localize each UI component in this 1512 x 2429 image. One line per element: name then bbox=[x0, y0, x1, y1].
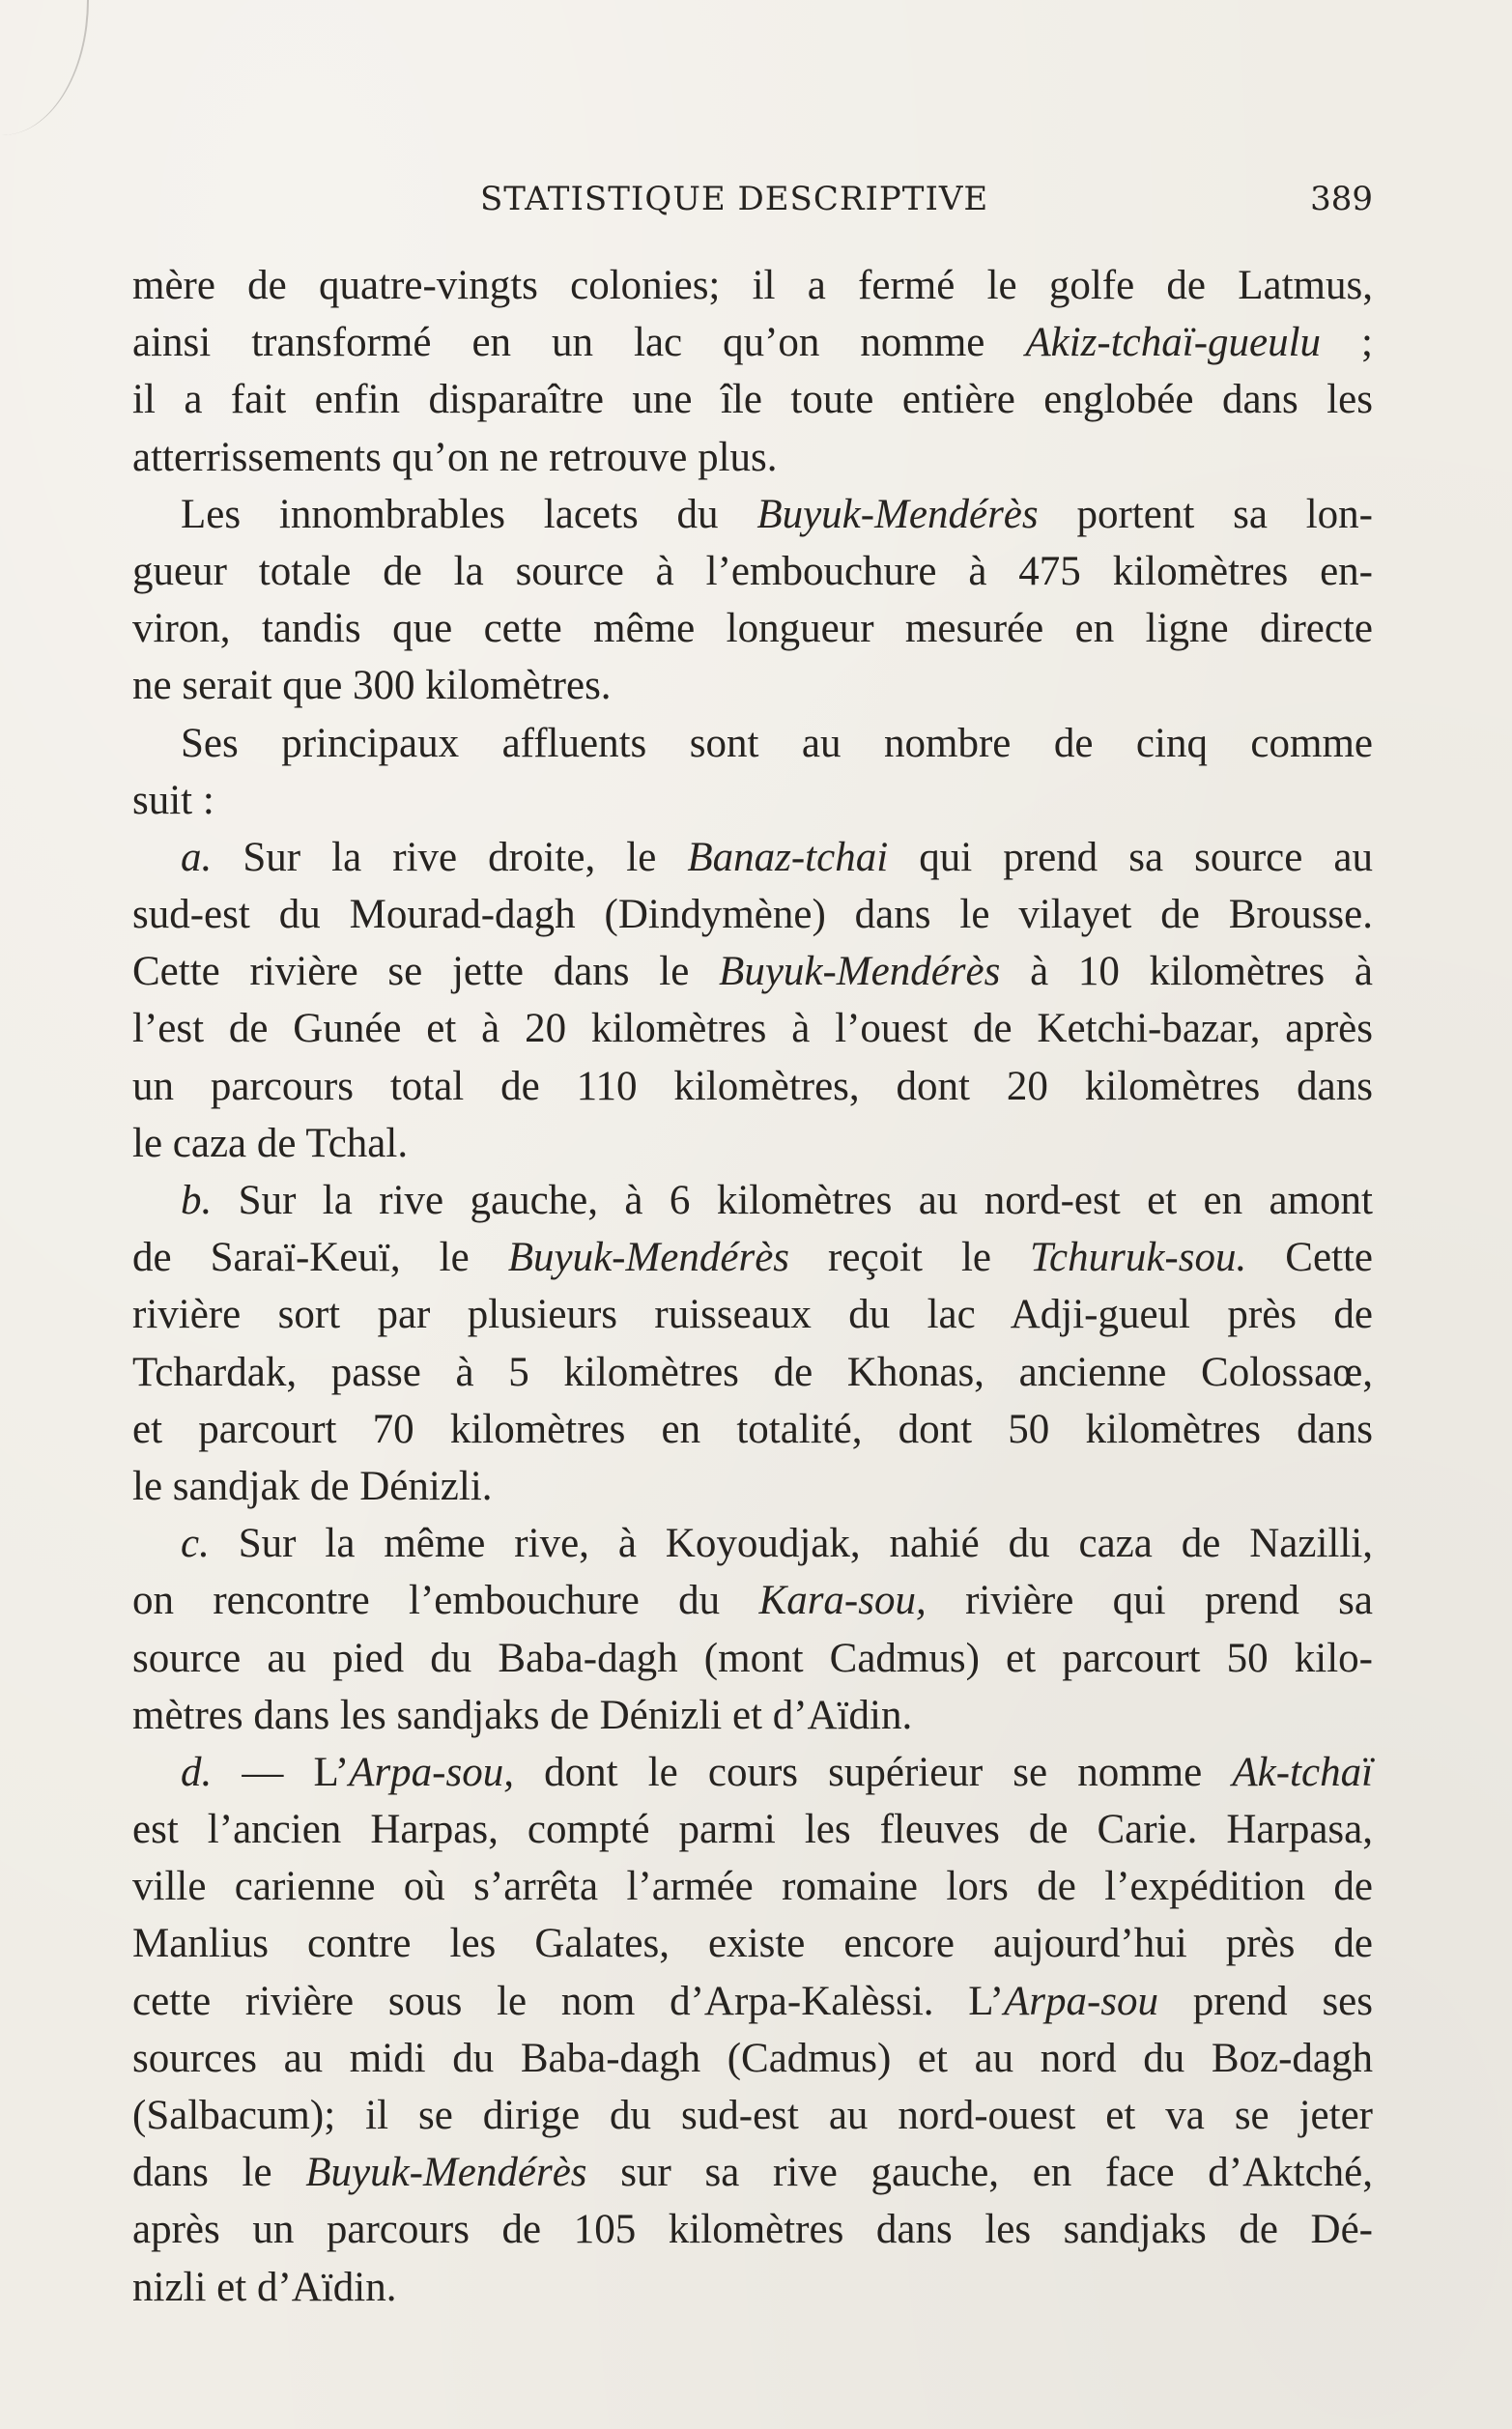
text-run: mètres dans les sandjaks de Dénizli et d’Aïdin. bbox=[132, 1692, 913, 1738]
text-run: atterrissements qu’on ne retrouve plus. bbox=[132, 434, 778, 480]
text-line bbox=[132, 1630, 1373, 1687]
text-line bbox=[132, 1000, 1373, 1057]
text-line bbox=[132, 1744, 1373, 1801]
text-run: ainsi transformé en un lac qu’on nomme bbox=[132, 320, 1026, 366]
page-number: 389 bbox=[1310, 180, 1373, 218]
italic-text: Buyuk-Mendérès bbox=[305, 2150, 587, 2196]
text-run: Sur la rive gauche, à 6 kilomètres au nord-est et en amont bbox=[212, 1178, 1373, 1223]
running-title: STATISTIQUE DESCRIPTIVE bbox=[480, 180, 989, 218]
text-run: Sur la rive droite, le bbox=[212, 834, 688, 880]
text-run: prend ses bbox=[1158, 1978, 1373, 2024]
text-run: le sandjak de Dénizli. bbox=[132, 1463, 493, 1509]
italic-text: a. bbox=[181, 834, 213, 880]
text-line bbox=[132, 257, 1373, 314]
text-run: après un parcours de 105 kilomètres dans les sandjaks de Dé- bbox=[132, 2207, 1373, 2253]
text-run: rivière qui prend sa bbox=[926, 1578, 1373, 1624]
text-line bbox=[132, 1858, 1373, 1915]
text-run: suit : bbox=[132, 777, 214, 823]
text-run: gueur totale de la source à l’embouchure à 475 kilomètres en- bbox=[132, 548, 1373, 594]
text-run: source au pied du Baba-dagh (mont Cadmus) et parcourt 50 kilo- bbox=[132, 1635, 1373, 1681]
text-run: dans le bbox=[132, 2150, 306, 2196]
text-run: viron, tandis que cette même longueur mesurée en ligne directe bbox=[132, 606, 1373, 652]
italic-text: c. bbox=[181, 1521, 210, 1567]
text-run: sud-est du Mourad-dagh (Dindymène) dans le vilayet de Brousse. bbox=[132, 892, 1373, 938]
text-run: (Salbacum); il se dirige du sud-est au nord-ouest et va se jeter bbox=[132, 2093, 1373, 2138]
text-line bbox=[132, 829, 1373, 886]
text-line bbox=[132, 657, 1373, 714]
italic-text: Kara-sou, bbox=[758, 1578, 927, 1624]
text-line bbox=[132, 1401, 1373, 1458]
text-line bbox=[132, 1458, 1373, 1515]
text-run: dont le cours supérieur se nomme bbox=[513, 1749, 1233, 1795]
italic-text: Buyuk-Mendérès bbox=[756, 491, 1039, 537]
text-run: rivière sort par plusieurs ruisseaux du lac Adji-gueul près de bbox=[132, 1292, 1373, 1338]
italic-text: Arpa-sou bbox=[1003, 1978, 1159, 2024]
text-line bbox=[132, 1058, 1373, 1115]
text-line bbox=[132, 1286, 1373, 1343]
text-line bbox=[132, 2087, 1373, 2144]
text-line bbox=[132, 1115, 1373, 1172]
text-line bbox=[132, 429, 1373, 486]
text-line bbox=[132, 1572, 1373, 1629]
text-run: est l’ancien Harpas, compté parmi les fleuves de Carie. Harpasa, bbox=[132, 1807, 1373, 1853]
text-line bbox=[132, 371, 1373, 428]
text-run: Cette rivière se jette dans le bbox=[132, 949, 720, 995]
italic-text: Ak-tchaï bbox=[1232, 1749, 1374, 1795]
text-line bbox=[132, 886, 1373, 943]
text-line bbox=[132, 2259, 1373, 2316]
text-line bbox=[132, 2144, 1373, 2201]
text-line bbox=[132, 1515, 1373, 1572]
italic-text: Buyuk-Mendérès bbox=[507, 1235, 790, 1281]
text-line bbox=[132, 1172, 1373, 1229]
text-line bbox=[132, 1973, 1373, 2030]
text-run: mère de quatre-vingts colonies; il a fermé le golfe de Latmus, bbox=[132, 263, 1373, 308]
page-fold-mark bbox=[0, 0, 89, 135]
italic-text: Akiz-tchaï-gueulu bbox=[1025, 320, 1322, 366]
text-run: on rencontre l’embouchure du bbox=[132, 1578, 759, 1624]
text-run: à 10 kilomètres à bbox=[1000, 949, 1373, 995]
text-run: Ses principaux affluents sont au nombre de cinq comme bbox=[181, 720, 1373, 766]
text-run: l’est de Gunée et à 20 kilomètres à l’ouest de Ketchi-bazar, après bbox=[132, 1006, 1373, 1052]
text-run: ville carienne où s’arrêta l’armée romaine lors de l’expédition de bbox=[132, 1864, 1373, 1910]
text-run: Les innombrables lacets du bbox=[181, 491, 757, 537]
text-run: ; bbox=[1321, 320, 1373, 366]
text-run: qui prend sa source au bbox=[888, 834, 1373, 880]
italic-text: Banaz-tchai bbox=[687, 834, 889, 880]
text-run: ne serait que 300 kilomètres. bbox=[132, 663, 612, 709]
text-line bbox=[132, 2030, 1373, 2087]
text-line bbox=[132, 2201, 1373, 2258]
text-line bbox=[132, 543, 1373, 600]
italic-text: d. bbox=[181, 1749, 213, 1795]
text-run: nizli et d’Aïdin. bbox=[132, 2264, 397, 2310]
text-line bbox=[132, 1801, 1373, 1858]
text-run: le caza de Tchal. bbox=[132, 1120, 409, 1166]
text-line bbox=[132, 486, 1373, 543]
text-line bbox=[132, 600, 1373, 657]
text-run: Cette bbox=[1246, 1235, 1374, 1281]
text-line bbox=[132, 715, 1373, 772]
text-line bbox=[132, 943, 1373, 1000]
body-text bbox=[132, 257, 1373, 2316]
text-run: Manlius contre les Galates, existe encore aujourd’hui près de bbox=[132, 1921, 1373, 1967]
text-run: et parcourt 70 kilomètres en totalité, dont 50 kilomètres dans bbox=[132, 1406, 1373, 1452]
text-run: un parcours total de 110 kilomètres, dont 20 kilomètres dans bbox=[132, 1063, 1373, 1109]
text-run: il a fait enfin disparaître une île toute entière englobée dans les bbox=[132, 377, 1373, 423]
text-run: sources au midi du Baba-dagh (Cadmus) et au nord du Boz-dagh bbox=[132, 2035, 1373, 2081]
text-line bbox=[132, 314, 1373, 371]
text-line bbox=[132, 1915, 1373, 1972]
italic-text: b. bbox=[181, 1178, 213, 1223]
text-run: reçoit le bbox=[789, 1235, 1031, 1281]
text-line bbox=[132, 772, 1373, 829]
text-run: Tchardak, passe à 5 kilomètres de Khonas, ancienne Colossaœ, bbox=[132, 1349, 1373, 1395]
text-run: Sur la même rive, à Koyoudjak, nahié du caza de Nazilli, bbox=[209, 1521, 1373, 1567]
text-line bbox=[132, 1229, 1373, 1286]
italic-text: Buyuk-Mendérès bbox=[719, 949, 1001, 995]
text-run: de Saraï-Keuï, le bbox=[132, 1235, 508, 1281]
text-run: sur sa rive gauche, en face d’Aktché, bbox=[586, 2150, 1373, 2196]
text-line bbox=[132, 1344, 1373, 1401]
italic-text: Arpa-sou, bbox=[349, 1749, 514, 1795]
page-header bbox=[132, 180, 1373, 228]
text-run: — L’ bbox=[212, 1749, 350, 1795]
text-run: cette rivière sous le nom d’Arpa-Kalèssi. L’ bbox=[132, 1978, 1004, 2024]
italic-text: Tchuruk-sou. bbox=[1030, 1235, 1247, 1281]
text-line bbox=[132, 1687, 1373, 1744]
text-run: portent sa lon- bbox=[1038, 491, 1373, 537]
